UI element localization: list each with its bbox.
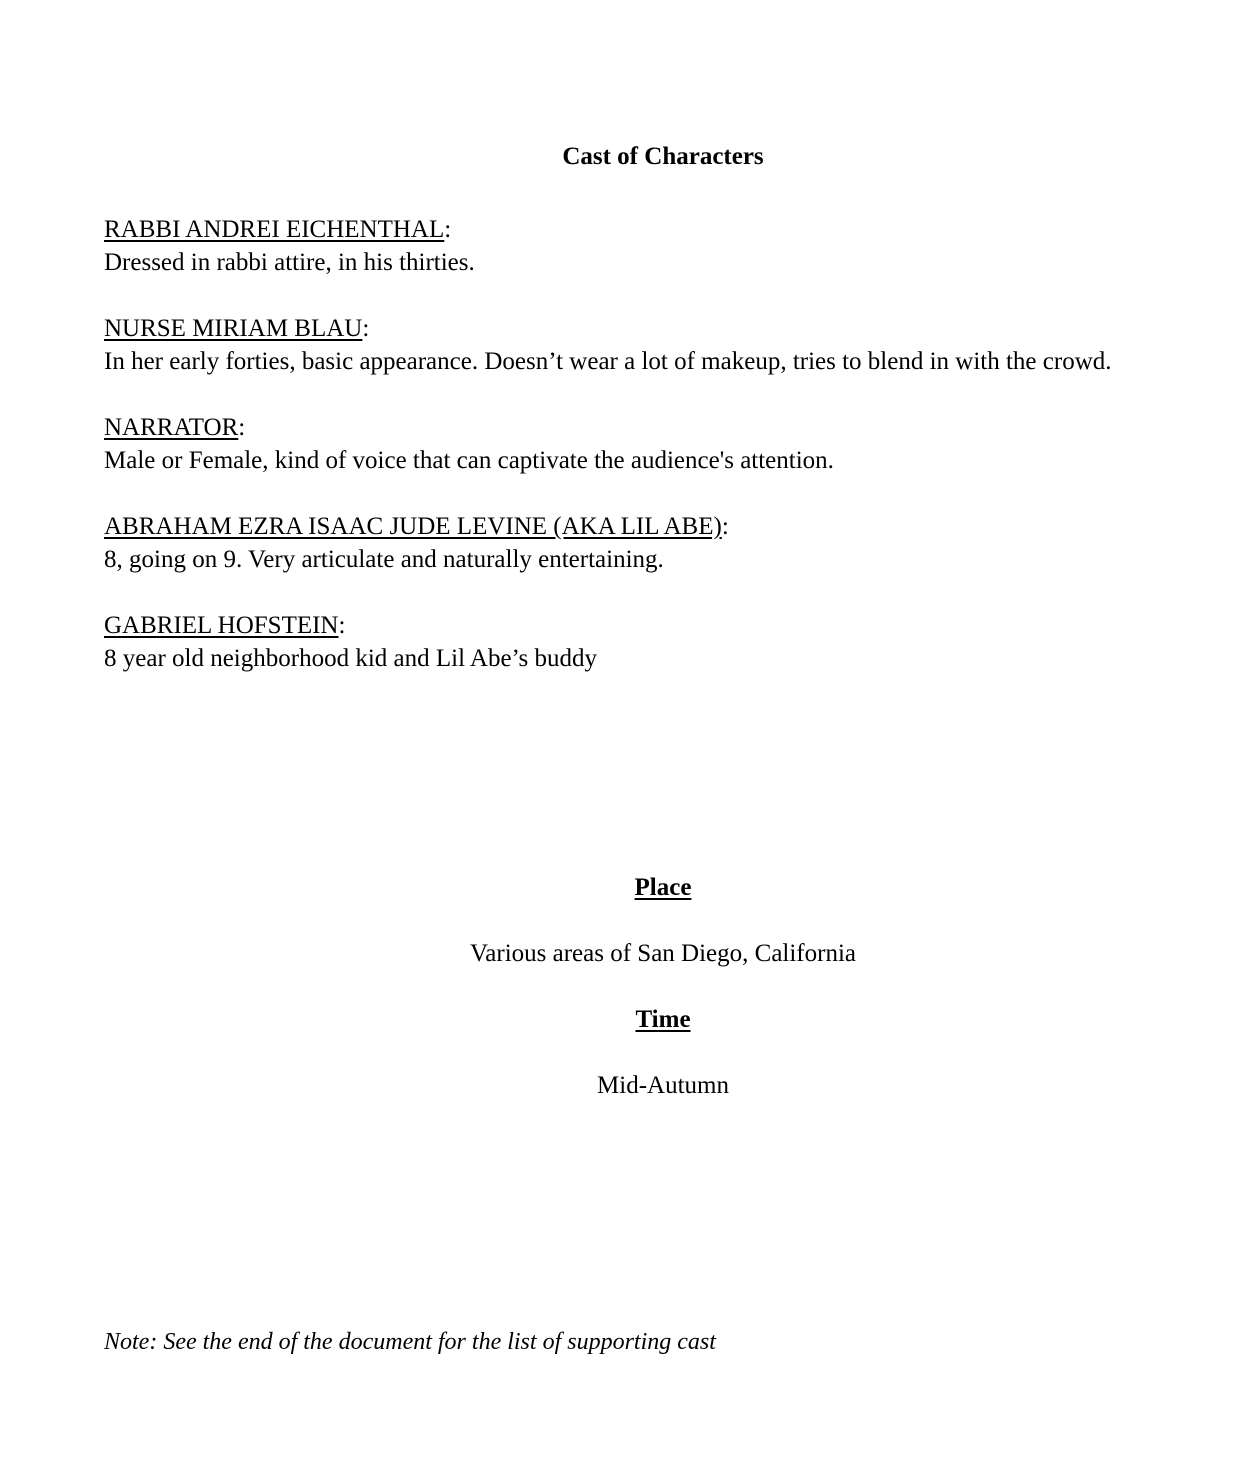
cast-entry-heading	[104, 411, 1222, 444]
cast-entry-heading	[104, 312, 1222, 345]
cast-name: NURSE MIRIAM BLAU	[104, 315, 363, 342]
cast-colon: :	[338, 612, 346, 639]
supporting-cast-note: Note: See the end of the document for the list of supporting cast	[104, 1329, 716, 1355]
cast-entry-heading	[104, 609, 1222, 642]
cast-entry-heading	[104, 510, 1222, 543]
time-section-heading	[104, 1003, 1222, 1036]
cast-colon: :	[362, 315, 370, 342]
cast-name: GABRIEL HOFSTEIN	[104, 612, 339, 639]
time-heading-text: Time	[635, 1006, 691, 1033]
cast-entry-heading	[104, 213, 1222, 246]
cast-entry	[104, 510, 1222, 576]
cast-colon: :	[721, 513, 729, 540]
cast-entry	[104, 213, 1222, 279]
cast-entry	[104, 312, 1222, 378]
place-heading-text: Place	[634, 874, 692, 901]
cast-description: 8, going on 9. Very articulate and naturally entertaining.	[104, 546, 664, 573]
cast-entry	[104, 411, 1222, 477]
place-value: Various areas of San Diego, California	[470, 940, 856, 967]
cast-name: ABRAHAM EZRA ISAAC JUDE LEVINE (AKA LIL ABE)	[104, 513, 722, 540]
cast-description: Dressed in rabbi attire, in his thirties.	[104, 249, 475, 276]
page-title: Cast of Characters	[562, 143, 764, 170]
time-value: Mid-Autumn	[597, 1072, 729, 1099]
cast-entry	[104, 609, 1222, 675]
cast-colon: :	[238, 414, 246, 441]
cast-name: RABBI ANDREI EICHENTHAL	[104, 216, 445, 243]
cast-description: 8 year old neighborhood kid and Lil Abe’s buddy	[104, 645, 597, 672]
cast-colon: :	[444, 216, 452, 243]
cast-description: Male or Female, kind of voice that can captivate the audience's attention.	[104, 447, 834, 474]
cast-description: In her early forties, basic appearance. Doesn’t wear a lot of makeup, tries to blend in with the crowd.	[104, 348, 1112, 375]
cast-list	[104, 213, 1222, 675]
cast-name: NARRATOR	[104, 414, 239, 441]
place-section-heading	[104, 871, 1222, 904]
